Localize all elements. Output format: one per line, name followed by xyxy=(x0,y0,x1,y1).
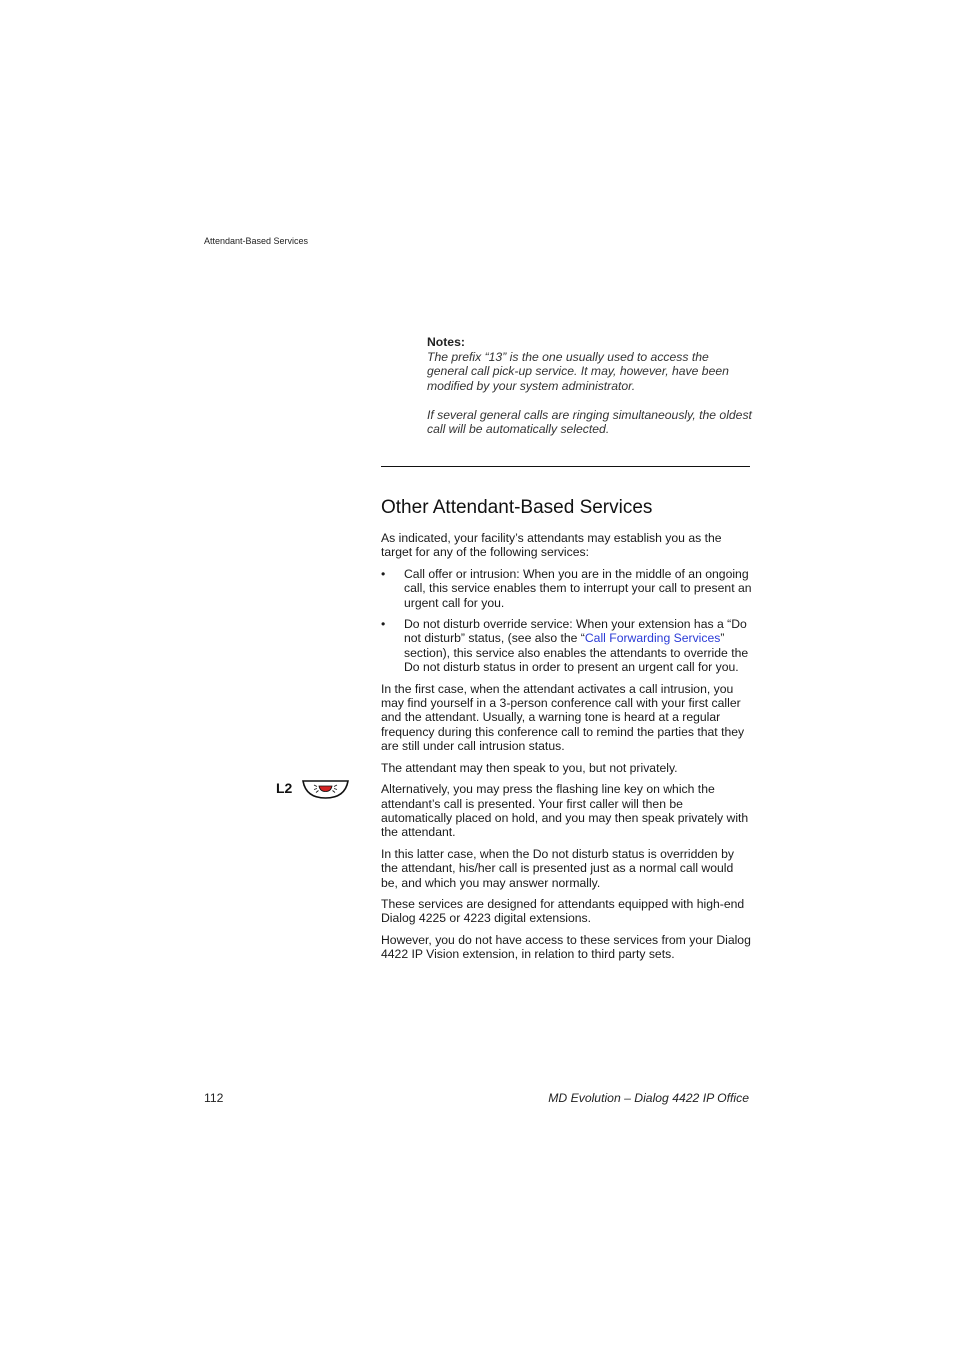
list-item-text-after: ” section), this service also enables the attendants to override the Do not disturb status in order to present an urgent call for you. xyxy=(404,631,749,675)
bullet: • xyxy=(381,566,386,581)
page-number: 112 xyxy=(204,1091,224,1105)
section-body xyxy=(381,531,753,969)
intro-paragraph: As indicated, your facility’s attendants may establish you as the target for any of the following services: xyxy=(381,531,722,560)
notes-box xyxy=(427,335,752,437)
notes-heading: Notes: xyxy=(427,335,465,349)
paragraph-dnd-override: In this latter case, when the Do not disturb status is overridden by the attendant, his/her call is presented just as a normal call would be, and which you may answer normally. xyxy=(381,846,734,890)
running-header: Attendant-Based Services xyxy=(204,236,309,246)
bullet: • xyxy=(381,617,386,632)
paragraph-alternatively: Alternatively, you may press the flashing line key on which the attendant’s call is presented. Your first caller will then be automatically placed on hold, and you may then speak privately with the attendant. xyxy=(381,782,749,840)
paragraph-intrusion: In the first case, when the attendant activates a call intrusion, you may find yourself in a 3-person conference call with your first caller and the attendant. Usually, a warning tone is heard at a regular frequency during this conference call to remind the parties that they are still under call intrusion status. xyxy=(381,681,745,754)
section-title: Other Attendant-Based Services xyxy=(381,497,653,518)
line-key-label: L2 xyxy=(276,780,293,796)
section-divider xyxy=(381,466,750,467)
paragraph-equipment: These services are designed for attendants equipped with high-end Dialog 4225 or 4223 digital extensions. xyxy=(381,896,745,926)
note-1: The prefix “13” is the one usually used to access the general call pick-up service. It may, however, have been modified by your system administrator. xyxy=(427,349,729,393)
paragraph-not-private: The attendant may then speak to you, but not privately. xyxy=(381,760,678,775)
services-list xyxy=(381,567,753,675)
list-item-text-before: Do not disturb override service: When your extension has a “Do not disturb” status, (see also the “ xyxy=(404,617,747,646)
list-item xyxy=(381,567,753,610)
list-item xyxy=(381,617,753,675)
note-2: If several general calls are ringing simultaneously, the oldest call will be automatically selected. xyxy=(427,407,752,436)
call-forwarding-services-link[interactable]: Call Forwarding Services xyxy=(584,631,721,646)
paragraph-no-access: However, you do not have access to these services from your Dialog 4422 IP Vision extension, in relation to third party sets. xyxy=(381,932,751,962)
list-item-text: Call offer or intrusion: When you are in the middle of an ongoing call, this service enables them to interrupt your call to present an urgent call for you. xyxy=(404,566,752,610)
document-title: MD Evolution – Dialog 4422 IP Office xyxy=(548,1091,749,1105)
flashing-line-key-icon xyxy=(301,779,350,805)
